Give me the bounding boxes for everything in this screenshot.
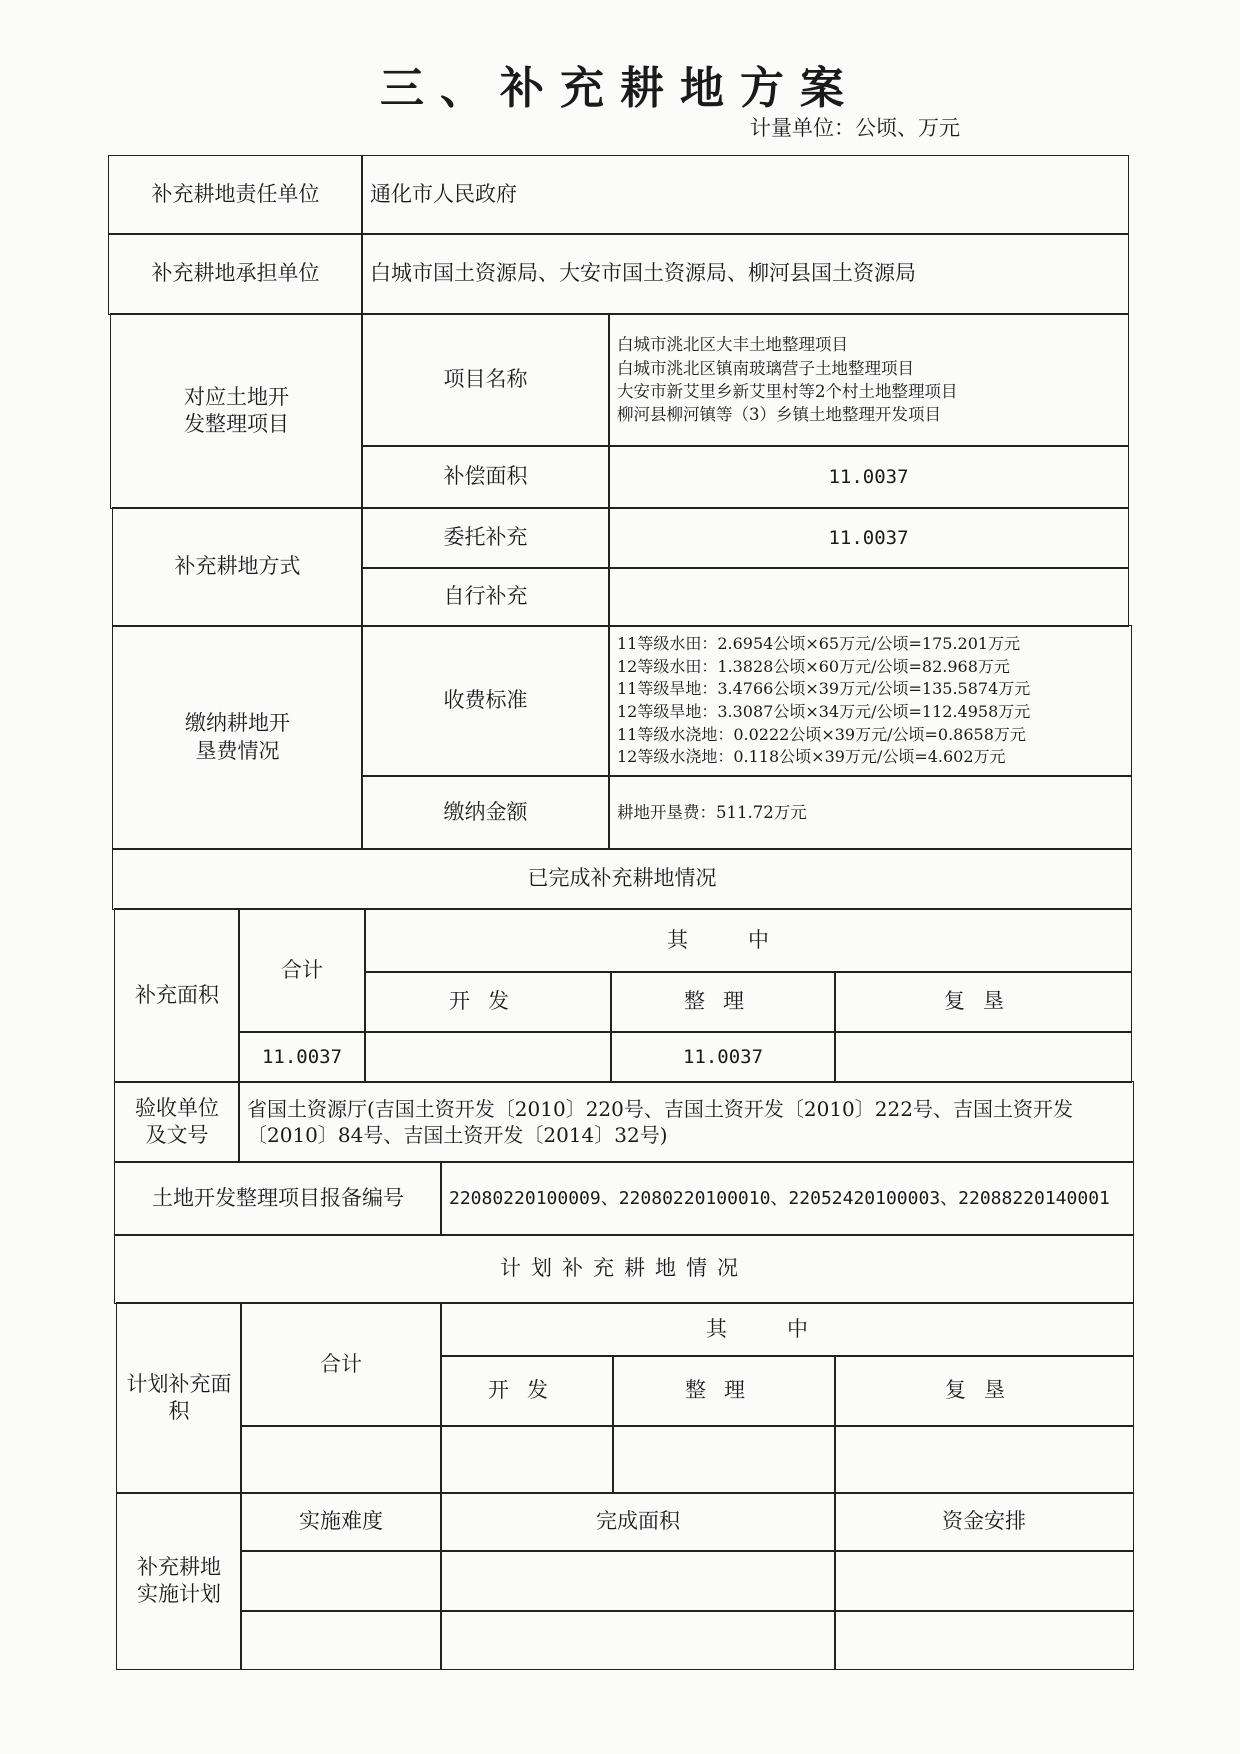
completed-total-value: 11.0037	[238, 1031, 366, 1083]
planned-among-label: 其中	[440, 1302, 1134, 1357]
completed-reclaim-label: 复垦	[834, 971, 1132, 1033]
responsible-unit-value: 通化市人民政府	[361, 155, 1129, 235]
fee-label: 缴纳耕地开 垦费情况	[112, 625, 363, 850]
fee-standard-label: 收费标准	[361, 625, 610, 777]
planned-total-label: 合计	[240, 1302, 442, 1427]
project-name-label: 项目名称	[361, 313, 610, 447]
list-item: 11等级水浇地：0.0222公顷×39万元/公顷=0.8658万元	[617, 724, 1026, 744]
page-title: 三、补充耕地方案	[380, 63, 860, 114]
list-item: 12等级旱地：3.3087公顷×34万元/公顷=112.4958万元	[617, 702, 1031, 721]
self-label: 自行补充	[361, 567, 610, 627]
completed-develop-value	[364, 1031, 612, 1083]
planned-total-value	[240, 1425, 442, 1494]
planned-arrange-label: 整理	[612, 1355, 836, 1427]
fee-amount-value: 耕地开垦费：511.72万元	[608, 775, 1132, 850]
list-item: 白城市洮北区镇南玻璃营子土地整理项目	[617, 358, 914, 378]
table-cell	[834, 1610, 1134, 1670]
entrust-value: 11.0037	[608, 507, 1129, 569]
compensation-area-label: 补偿面积	[361, 445, 610, 509]
planned-reclaim-label: 复垦	[834, 1355, 1134, 1427]
list-item: 大安市新艾里乡新艾里村等2个村土地整理项目	[617, 382, 958, 401]
unit-note: 计量单位：公顷、万元	[750, 116, 960, 140]
responsible-unit-label: 补充耕地责任单位	[108, 155, 363, 235]
record-number-label: 土地开发整理项目报备编号	[114, 1161, 442, 1236]
fee-standards-list	[608, 625, 1132, 777]
acceptance-label: 验收单位 及文号	[114, 1081, 240, 1163]
projects-label: 对应土地开 发整理项目	[110, 313, 363, 509]
completed-total-label: 合计	[238, 908, 366, 1033]
done-area-label: 完成面积	[440, 1492, 836, 1552]
planned-develop-label: 开发	[440, 1355, 614, 1427]
implementation-plan-label: 补充耕地 实施计划	[116, 1492, 242, 1670]
planned-area-label: 计划补充面 积	[116, 1302, 242, 1494]
planned-section-header: 计划补充耕地情况	[114, 1234, 1134, 1304]
completed-area-label: 补充面积	[114, 908, 240, 1083]
list-item: 12等级水田：1.3828公顷×60万元/公顷=82.968万元	[617, 656, 1010, 676]
completed-arrange-value: 11.0037	[610, 1031, 836, 1083]
list-item: 柳河县柳河镇等（3）乡镇土地整理开发项目	[617, 405, 941, 425]
undertaking-unit-value: 白城市国土资源局、大安市国土资源局、柳河县国土资源局	[361, 233, 1129, 315]
funding-label: 资金安排	[834, 1492, 1134, 1552]
completed-reclaim-value	[834, 1031, 1132, 1083]
undertaking-unit-label: 补充耕地承担单位	[108, 233, 363, 315]
fee-amount-label: 缴纳金额	[361, 775, 610, 850]
method-label: 补充耕地方式	[112, 507, 363, 627]
self-value	[608, 567, 1129, 627]
planned-develop-value	[440, 1425, 614, 1494]
completed-arrange-label: 整理	[610, 971, 836, 1033]
table-cell	[240, 1610, 442, 1670]
table-cell	[834, 1550, 1134, 1612]
project-names-list	[608, 313, 1129, 447]
record-number-value: 22080220100009、22080220100010、22052420100003、22088220140001	[440, 1161, 1134, 1236]
list-item: 12等级水浇地：0.118公顷×39万元/公顷=4.602万元	[617, 747, 1006, 767]
list-item: 白城市洮北区大丰土地整理项目	[617, 335, 848, 355]
planned-reclaim-value	[834, 1425, 1134, 1494]
completed-develop-label: 开发	[364, 971, 612, 1033]
table-cell	[440, 1610, 836, 1670]
planned-arrange-value	[612, 1425, 836, 1494]
table-cell	[440, 1550, 836, 1612]
completed-among-label: 其中	[364, 908, 1132, 973]
table-cell	[240, 1550, 442, 1612]
list-item: 11等级水田：2.6954公顷×65万元/公顷=175.201万元	[617, 633, 1021, 653]
list-item: 11等级旱地：3.4766公顷×39万元/公顷=135.5874万元	[617, 679, 1031, 699]
compensation-area-value: 11.0037	[608, 445, 1129, 509]
entrust-label: 委托补充	[361, 507, 610, 569]
difficulty-label: 实施难度	[240, 1492, 442, 1552]
acceptance-value: 省国土资源厅(吉国土资开发〔2010〕220号、吉国土资开发〔2010〕222号、吉国土资开发〔2010〕84号、吉国土资开发〔2014〕32号)	[238, 1081, 1134, 1163]
completed-section-header: 已完成补充耕地情况	[112, 848, 1132, 910]
